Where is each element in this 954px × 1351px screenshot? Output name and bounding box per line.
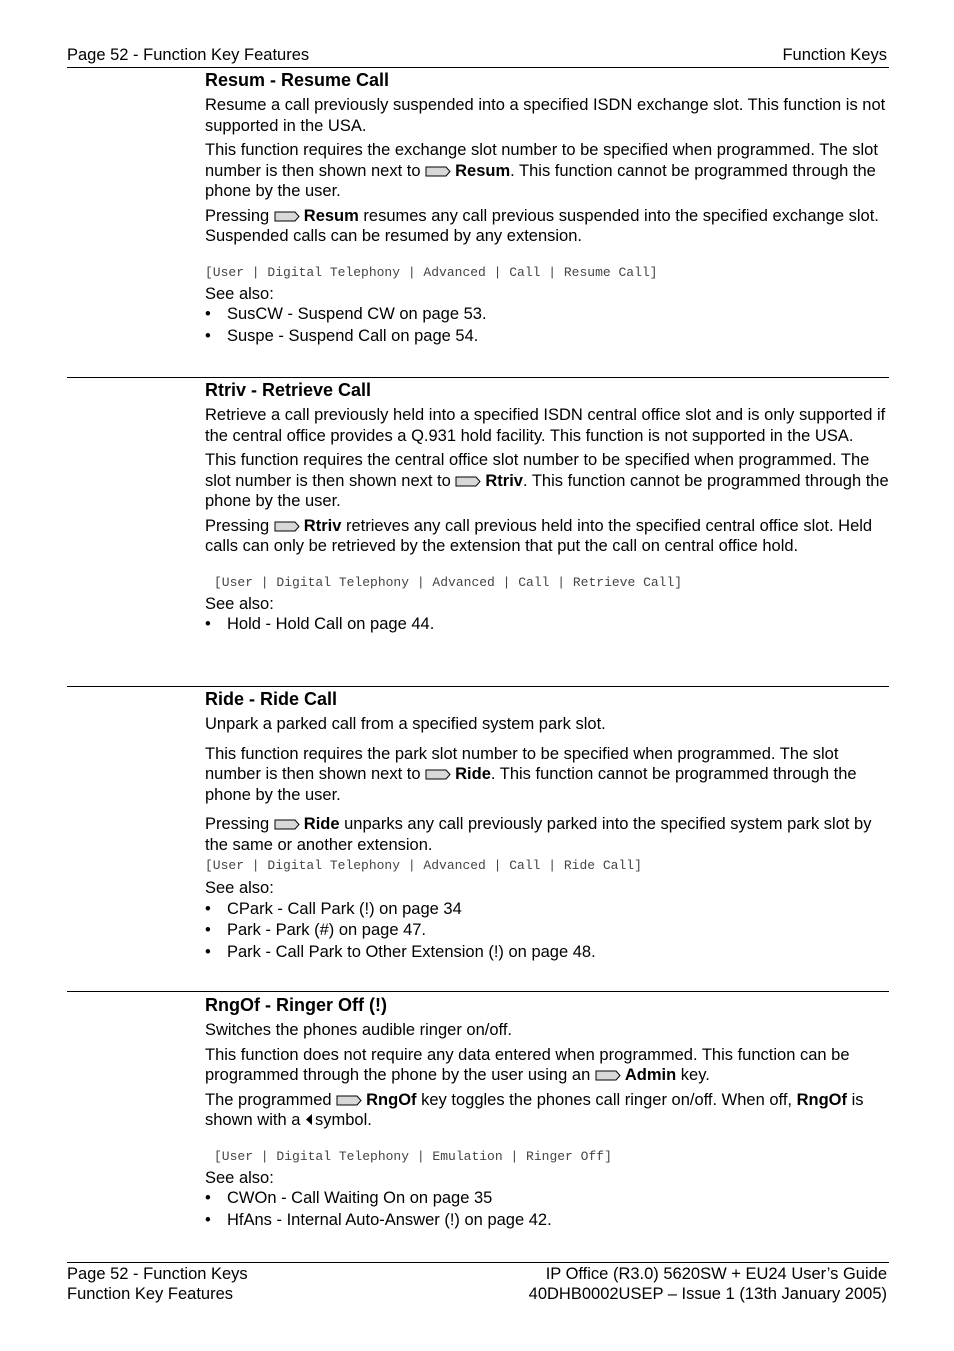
function-key-icon xyxy=(274,211,300,222)
function-key-icon xyxy=(336,1095,362,1106)
menu-path: [User | Digital Telephony | Advanced | Call | Retrieve Call] xyxy=(214,574,683,590)
list-item[interactable]: • Park - Park (#) on page 47. xyxy=(205,920,889,942)
list-item[interactable]: • Park - Call Park to Other Extension (!) on page 48. xyxy=(205,942,889,964)
see-also-label: See also: xyxy=(205,879,274,897)
footer-left xyxy=(67,1264,248,1304)
footer-left-line2: Function Key Features xyxy=(67,1285,233,1303)
function-key-icon xyxy=(595,1070,621,1081)
section-rule xyxy=(67,377,889,378)
see-also-label: See also: xyxy=(205,284,274,303)
footer-rule xyxy=(67,1262,889,1263)
list-item[interactable]: • HfAns - Internal Auto-Answer (!) on page 42. xyxy=(205,1210,889,1232)
footer-right-line2: 40DHB0002USEP – Issue 1 (13th January 2005) xyxy=(528,1285,887,1303)
menu-path: [User | Digital Telephony | Advanced | Call | Ride Call] xyxy=(205,858,642,873)
paragraph: Pressing Resum resumes any call previous suspended into the specified exchange slot. Suspended calls can be resumed by any extension. xyxy=(205,206,879,245)
section-resum xyxy=(205,69,889,347)
left-triangle-icon xyxy=(305,1110,313,1121)
see-also-label: See also: xyxy=(205,594,274,613)
paragraph: This function requires the exchange slot number to be specified when programmed. The slot number is then shown next to Resum. This function cannot be programmed through the phone by the user. xyxy=(205,141,878,200)
paragraph: Switches the phones audible ringer on/off. xyxy=(205,1021,512,1039)
function-key-icon xyxy=(274,819,300,830)
paragraph: Resume a call previously suspended into a specified ISDN exchange slot. This function is not supported in the USA. xyxy=(205,96,886,135)
footer-right-line1: IP Office (R3.0) 5620SW + EU24 User’s Guide xyxy=(545,1265,887,1283)
section-title: Ride - Ride Call xyxy=(205,689,338,709)
header-right: Function Keys xyxy=(782,46,887,64)
see-also-label: See also: xyxy=(205,1168,274,1187)
function-key-icon xyxy=(274,521,300,532)
paragraph: Retrieve a call previously held into a specified ISDN central office slot and is only supported if the central office provides a Q.931 hold facility. This function is not supported in the USA. xyxy=(205,406,886,445)
see-also-list xyxy=(205,899,889,964)
function-key-icon xyxy=(425,769,451,780)
list-item[interactable]: • CWOn - Call Waiting On on page 35 xyxy=(205,1188,889,1210)
list-item[interactable]: • Hold - Hold Call on page 44. xyxy=(205,614,889,636)
section-title: RngOf - Ringer Off (!) xyxy=(205,995,387,1015)
see-also-list xyxy=(205,614,889,636)
section-rule xyxy=(67,686,889,687)
see-also-list xyxy=(205,1188,889,1231)
menu-path: [User | Digital Telephony | Advanced | Call | Resume Call] xyxy=(205,264,658,280)
section-rtriv xyxy=(205,379,889,636)
function-key-icon xyxy=(425,166,451,177)
menu-path: [User | Digital Telephony | Emulation | Ringer Off] xyxy=(214,1148,612,1164)
paragraph: The programmed RngOf key toggles the phones call ringer on/off. When off, RngOf is shown with a symbol. xyxy=(205,1090,864,1129)
see-also-list xyxy=(205,304,889,347)
section-rngof xyxy=(205,994,889,1231)
header-rule xyxy=(67,67,889,68)
section-title: Resum - Resume Call xyxy=(205,70,390,90)
paragraph: This function requires the central office slot number to be specified when programmed. The slot number is then shown next to Rtriv. This function cannot be programmed through the phone by the user. xyxy=(205,451,889,510)
paragraph: Unpark a parked call from a specified system park slot. xyxy=(205,715,606,733)
paragraph: This function requires the park slot number to be specified when programmed. The slot number is then shown next to Ride. This function cannot be programmed through the phone by the user. xyxy=(205,744,857,804)
paragraph: This function does not require any data entered when programmed. This function can be programmed through the phone by the user using an Admin key. xyxy=(205,1045,850,1084)
list-item[interactable]: • Suspe - Suspend Call on page 54. xyxy=(205,326,889,348)
function-key-icon xyxy=(455,476,481,487)
header-left: Page 52 - Function Key Features xyxy=(67,46,310,64)
paragraph: Pressing Rtriv retrieves any call previous held into the specified central office slot. Held calls can only be retrieved by the extension that put the call on central office hold. xyxy=(205,516,873,555)
section-ride xyxy=(205,688,889,963)
footer-right xyxy=(529,1264,887,1304)
section-rule xyxy=(67,991,889,992)
section-title: Rtriv - Retrieve Call xyxy=(205,380,372,400)
footer-left-line1: Page 52 - Function Keys xyxy=(67,1265,248,1283)
paragraph: Pressing Ride unparks any call previously parked into the specified system park slot by the same or another extension. xyxy=(205,815,872,854)
list-item[interactable]: • SusCW - Suspend CW on page 53. xyxy=(205,304,889,326)
list-item[interactable]: • CPark - Call Park (!) on page 34 xyxy=(205,899,889,921)
